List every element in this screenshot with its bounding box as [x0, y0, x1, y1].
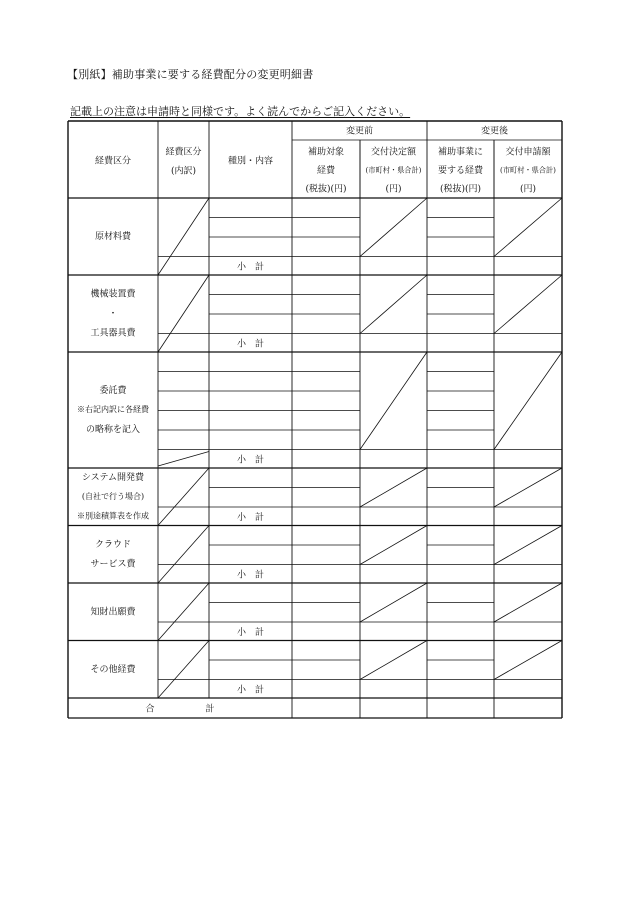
before-eligible-input[interactable]	[292, 275, 360, 295]
header-after-applied: (円)	[519, 184, 537, 195]
type-content-input[interactable]	[209, 275, 292, 295]
before-eligible-input[interactable]	[292, 660, 360, 680]
diagonal-slash	[494, 583, 562, 622]
after-eligible-input[interactable]	[427, 237, 494, 257]
subtotal-cell[interactable]	[360, 507, 427, 526]
category-system-dev-label: ※別途積算表を作成	[77, 511, 149, 521]
diagonal-slash	[494, 641, 562, 680]
subtotal-cell[interactable]	[427, 622, 494, 641]
header-after-eligible: 要する経費	[437, 166, 484, 176]
diagonal-slash	[360, 468, 427, 507]
header-breakdown: 経費区分	[165, 147, 202, 158]
subtotal-cell[interactable]	[494, 680, 562, 699]
after-eligible-input[interactable]	[427, 411, 494, 431]
type-content-input[interactable]	[209, 603, 292, 623]
diagonal-slash	[158, 583, 209, 641]
diagonal-slash	[158, 198, 209, 275]
subtotal-cell[interactable]	[494, 257, 562, 276]
after-eligible-input[interactable]	[427, 583, 494, 603]
diagonal-slash	[158, 526, 209, 584]
subtotal-cell[interactable]	[494, 450, 562, 469]
subtotal-label: 小 計	[236, 455, 265, 466]
type-content-input[interactable]	[209, 352, 292, 372]
instruction-note: 記載上の注意は申請時と同様です。よく読んでからご記入ください。	[70, 105, 411, 118]
category-outsourcing-label: の略称を記入	[85, 425, 141, 435]
diagonal-slash	[360, 583, 427, 622]
type-content-input[interactable]	[209, 391, 292, 411]
header-before-decided: 交付決定額	[370, 147, 417, 158]
total-cell[interactable]	[494, 698, 562, 718]
after-eligible-input[interactable]	[427, 295, 494, 315]
subtotal-cell[interactable]	[360, 680, 427, 699]
diagonal-slash	[158, 468, 209, 526]
after-eligible-input[interactable]	[427, 218, 494, 238]
subtotal-cell[interactable]	[292, 507, 360, 526]
after-eligible-input[interactable]	[427, 372, 494, 392]
after-eligible-input[interactable]	[427, 660, 494, 680]
subtotal-cell[interactable]	[494, 565, 562, 584]
subtotal-cell[interactable]	[292, 622, 360, 641]
category-cloud-service-label: サービス費	[90, 559, 136, 570]
before-eligible-input[interactable]	[292, 352, 360, 372]
header-after-eligible: 補助事業に	[437, 147, 484, 158]
subtotal-cell[interactable]	[494, 622, 562, 641]
total-label: 計	[205, 704, 215, 715]
type-content-input[interactable]	[209, 198, 292, 218]
subtotal-cell[interactable]	[494, 334, 562, 353]
type-content-input[interactable]	[209, 237, 292, 257]
subtotal-cell[interactable]	[292, 565, 360, 584]
category-ip-application-label: 知財出願費	[90, 607, 136, 618]
after-eligible-input[interactable]	[427, 468, 494, 488]
total-cell[interactable]	[427, 698, 494, 718]
subtotal-cell[interactable]	[427, 565, 494, 584]
header-before-eligible: 補助対象	[307, 147, 345, 158]
subtotal-cell[interactable]	[360, 622, 427, 641]
subtotal-cell[interactable]	[427, 450, 494, 469]
type-content-input[interactable]	[209, 314, 292, 334]
category-equipment-tools-label: 工具器具費	[90, 328, 136, 339]
diagonal-slash	[494, 275, 562, 334]
after-eligible-input[interactable]	[427, 488, 494, 508]
subtotal-cell[interactable]	[292, 257, 360, 276]
header-before-decided: (円)	[385, 184, 402, 195]
category-outsourcing-label: 委託費	[99, 386, 127, 396]
subtotal-cell[interactable]	[427, 257, 494, 276]
before-eligible-input[interactable]	[292, 411, 360, 431]
type-content-input[interactable]	[209, 411, 292, 431]
diagonal-slash	[494, 526, 562, 565]
diagonal-slash	[360, 526, 427, 565]
type-content-input[interactable]	[209, 372, 292, 392]
header-before-change: 変更前	[345, 126, 374, 137]
diagonal-slash	[360, 275, 427, 334]
diagonal-slash	[158, 641, 209, 699]
type-content-input[interactable]	[209, 583, 292, 603]
category-outsourcing-label: ※右記内訳に各経費	[77, 405, 149, 414]
category-raw-materials-label: 原材料費	[94, 232, 132, 242]
diagonal-slash	[158, 452, 209, 467]
before-eligible-input[interactable]	[292, 237, 360, 257]
header-after-applied: 交付申請額	[505, 147, 551, 158]
header-before-eligible: (税抜)(円)	[305, 184, 347, 195]
total-cell[interactable]	[292, 698, 360, 718]
before-eligible-input[interactable]	[292, 198, 360, 218]
before-eligible-input[interactable]	[292, 218, 360, 238]
header-before-decided: (市町村・県合計)	[365, 165, 422, 175]
document-title: 【別紙】補助事業に要する経費配分の変更明細書	[67, 68, 314, 81]
after-eligible-input[interactable]	[427, 275, 494, 295]
header-after-eligible: (税抜)(円)	[439, 184, 482, 195]
after-eligible-input[interactable]	[427, 526, 494, 546]
type-content-input[interactable]	[209, 660, 292, 680]
before-eligible-input[interactable]	[292, 372, 360, 392]
before-eligible-input[interactable]	[292, 295, 360, 315]
type-content-input[interactable]	[209, 526, 292, 546]
header-category: 経費区分	[94, 156, 132, 167]
diagonal-slash	[360, 352, 427, 450]
subtotal-cell[interactable]	[292, 334, 360, 353]
type-content-input[interactable]	[209, 545, 292, 565]
before-eligible-input[interactable]	[292, 430, 360, 450]
diagonal-slash	[494, 352, 562, 450]
subtotal-cell[interactable]	[360, 334, 427, 353]
after-eligible-input[interactable]	[427, 641, 494, 661]
subtotal-label: 小 計	[236, 627, 265, 638]
total-cell[interactable]	[360, 698, 427, 718]
after-eligible-input[interactable]	[427, 314, 494, 334]
diagonal-slash	[494, 198, 562, 257]
after-eligible-input[interactable]	[427, 391, 494, 411]
before-eligible-input[interactable]	[292, 488, 360, 508]
category-equipment-tools-label: 機械装置費	[90, 289, 136, 300]
before-eligible-input[interactable]	[292, 391, 360, 411]
subtotal-cell[interactable]	[427, 680, 494, 699]
header-before-eligible: 経費	[316, 166, 336, 176]
type-content-input[interactable]	[209, 295, 292, 315]
subtotal-label: 小 計	[236, 570, 265, 581]
header-after-change: 変更後	[480, 126, 509, 137]
before-eligible-input[interactable]	[292, 526, 360, 546]
subtotal-cell[interactable]	[360, 450, 427, 469]
subtotal-cell[interactable]	[427, 334, 494, 353]
diagonal-slash	[360, 198, 427, 257]
category-equipment-tools-label: ・	[108, 309, 118, 319]
category-other-expenses-label: その他経費	[90, 664, 136, 675]
subtotal-label: 小 計	[236, 339, 265, 350]
total-label: 合	[145, 704, 155, 715]
header-type-content: 種別・内容	[227, 156, 274, 167]
subtotal-label: 小 計	[236, 685, 265, 696]
type-content-input[interactable]	[209, 488, 292, 508]
subtotal-cell[interactable]	[427, 507, 494, 526]
type-content-input[interactable]	[209, 468, 292, 488]
diagonal-slash	[158, 275, 209, 352]
subtotal-label: 小 計	[236, 262, 265, 273]
diagonal-slash	[494, 468, 562, 507]
type-content-input[interactable]	[209, 430, 292, 450]
subtotal-cell[interactable]	[292, 680, 360, 699]
category-system-dev-label: システム開発費	[81, 472, 145, 483]
category-cloud-service-label: クラウド	[94, 540, 132, 550]
header-breakdown-sub: (内訳)	[170, 166, 197, 177]
after-eligible-input[interactable]	[427, 603, 494, 623]
type-content-input[interactable]	[209, 641, 292, 661]
before-eligible-input[interactable]	[292, 545, 360, 565]
header-after-applied: (市町村・県合計)	[500, 165, 556, 175]
before-eligible-input[interactable]	[292, 583, 360, 603]
subtotal-cell[interactable]	[292, 450, 360, 469]
category-system-dev-label: (自社で行う場合)	[81, 491, 145, 501]
subtotal-cell[interactable]	[494, 507, 562, 526]
before-eligible-input[interactable]	[292, 314, 360, 334]
subtotal-cell[interactable]	[360, 565, 427, 584]
before-eligible-input[interactable]	[292, 603, 360, 623]
after-eligible-input[interactable]	[427, 352, 494, 372]
subtotal-label: 小 計	[236, 512, 265, 523]
after-eligible-input[interactable]	[427, 545, 494, 565]
diagonal-slash	[360, 641, 427, 680]
before-eligible-input[interactable]	[292, 468, 360, 488]
after-eligible-input[interactable]	[427, 430, 494, 450]
after-eligible-input[interactable]	[427, 198, 494, 218]
before-eligible-input[interactable]	[292, 641, 360, 661]
subtotal-cell[interactable]	[360, 257, 427, 276]
type-content-input[interactable]	[209, 218, 292, 238]
